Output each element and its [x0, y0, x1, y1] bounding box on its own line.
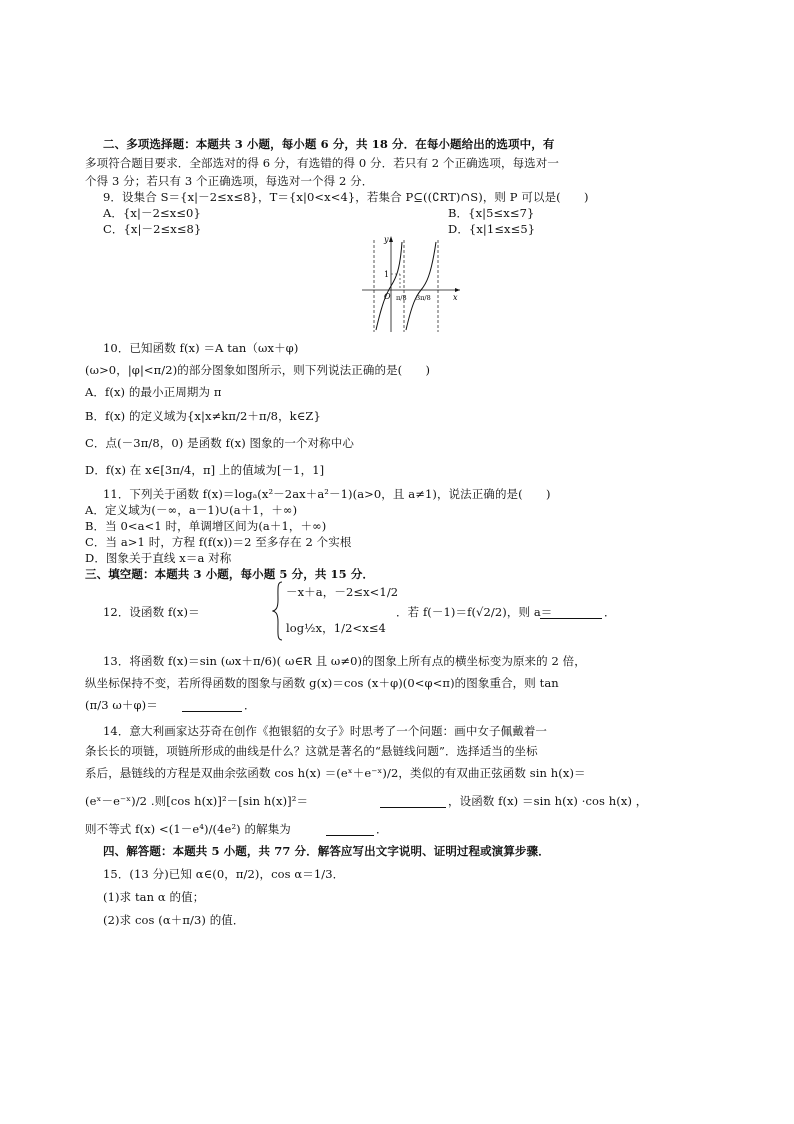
graph-origin-label: O [384, 292, 391, 301]
q13-answer-blank [182, 699, 242, 712]
q14-line-3: 系后，悬链线的方程是双曲余弦函数 cos h(x) ＝(eˣ＋e⁻ˣ)/2，类似的有双曲正弦函数 sin h(x)＝ [85, 766, 586, 780]
q10-stem: 10．已知函数 f(x) ＝A tan（ωx＋φ) [103, 341, 299, 355]
graph-x-label: x [453, 293, 458, 302]
q14-answer-blank-2 [326, 823, 374, 836]
q14-line-1: 14．意大利画家达芬奇在创作《抱银貂的女子》时思考了一个问题：画中女子佩戴着一 [103, 724, 548, 738]
q13-line-1: 13．将函数 f(x)＝sin (ωx＋π/6)( ω∈R 且 ω≠0)的图象上所有点的横坐标变为原来的 2 倍， [103, 654, 586, 668]
q12-answer-blank [540, 606, 602, 619]
q10-option-b: B．f(x) 的定义域为{x|x≠kπ/2＋π/8，k∈Z} [85, 409, 321, 423]
q10-option-d: D．f(x) 在 x∈[3π/4，π] 上的值域为[－1，1] [85, 463, 325, 477]
q12-suffix: ．若 f(－1)＝f(√2/2)，则 a＝ [396, 605, 553, 619]
q12-period: ． [604, 605, 616, 619]
q13-period: ． [244, 698, 256, 712]
q9-stem: 9．设集合 S＝{x|－2≤x≤8}，T＝{x|0<x<4}，若集合 P⊆((∁RT)∩S)，则 P 可以是( ) [103, 190, 589, 204]
q13-line-2: 纵坐标保持不变，若所得函数的图象与函数 g(x)＝cos (x＋φ)(0<φ<π)的图象重合，则 tan [85, 676, 559, 690]
q12-prefix: 12．设函数 f(x)＝ [103, 605, 200, 619]
graph-one-label: 1 [384, 270, 390, 279]
section-3-heading: 三、填空题：本题共 3 小题，每小题 5 分，共 15 分． [85, 567, 375, 581]
q9-option-a: A．{x|－2≤x≤0} [103, 206, 201, 220]
tan-branch-1 [376, 242, 402, 330]
q9-option-b: B．{x|5≤x≤7} [448, 206, 535, 220]
q11-stem: 11．下列关于函数 f(x)＝logₐ(x²－2ax＋a²－1)(a>0，且 a≠1)，说法正确的是( ) [103, 487, 551, 501]
q11-option-d: D．图象关于直线 x＝a 对称 [85, 551, 232, 565]
graph-pi8-label: π/8 [396, 294, 407, 302]
q10-option-c: C．点(－3π/8，0) 是函数 f(x) 图象的一个对称中心 [85, 436, 354, 450]
graph-3pi8-label: 3π/8 [416, 294, 431, 302]
q12-case-1: －x＋a，－2≤x<1/2 [286, 585, 399, 599]
graph-y-label: y [384, 235, 389, 244]
q15-part-2: (2)求 cos (α＋π/3) 的值． [103, 913, 245, 927]
y-axis-arrow [389, 236, 393, 242]
section-4-heading: 四、解答题：本题共 5 小题，共 77 分．解答应写出文字说明、证明过程或演算步骤． [103, 844, 550, 858]
section-2-line-2: 多项符合题目要求．全部选对的得 6 分，有选错的得 0 分．若只有 2 个正确选项，每选对一 [85, 156, 559, 170]
q14-line-2: 条长长的项链，项链所形成的曲线是什么？这就是著名的“悬链线问题”．选择适当的坐标 [85, 744, 538, 758]
q14-answer-blank-1 [380, 795, 446, 808]
q14-period: ． [376, 822, 388, 836]
tan-branch-2 [406, 242, 436, 330]
x-axis-arrow [455, 288, 460, 292]
q14-line-4: (eˣ－e⁻ˣ)/2 .则[cos h(x)]²－[sin h(x)]²＝ [85, 794, 309, 808]
q15-stem: 15．(13 分)已知 α∈(0，π/2)，cos α＝1/3． [103, 867, 345, 881]
q11-option-c: C．当 a>1 时，方程 f(f(x))＝2 至多存在 2 个实根 [85, 535, 352, 549]
q10-condition: (ω>0，|φ|<π/2)的部分图象如图所示，则下列说法正确的是( ) [85, 363, 431, 377]
section-2-heading: 二、多项选择题：本题共 3 小题，每小题 6 分，共 18 分．在每小题给出的选项中，有 [103, 137, 555, 151]
q11-option-a: A．定义域为(－∞，a－1)∪(a＋1，＋∞) [85, 503, 298, 517]
q14-line-4b: ，设函数 f(x) ＝sin h(x) ·cos h(x) ， [448, 794, 648, 808]
q12-case-2: log½x，1/2<x≤4 [286, 621, 386, 635]
q12-brace [272, 580, 284, 642]
q15-part-1: (1)求 tan α 的值； [103, 890, 205, 904]
section-2-line-3: 个得 3 分；若只有 3 个正确选项，每选对一个得 2 分． [85, 174, 374, 188]
tangent-graph [360, 234, 464, 334]
q9-option-c: C．{x|－2≤x≤8} [103, 222, 202, 236]
q11-option-b: B．当 0<a<1 时，单调增区间为(a＋1，＋∞) [85, 519, 327, 533]
q14-line-5: 则不等式 f(x) <(1－e⁴)/(4e²) 的解集为 [85, 822, 291, 836]
q13-line-3: (π/3 ω＋φ)＝ [85, 698, 158, 712]
q9-option-d: D．{x|1≤x≤5} [448, 222, 536, 236]
q10-option-a: A．f(x) 的最小正周期为 π [85, 385, 222, 399]
